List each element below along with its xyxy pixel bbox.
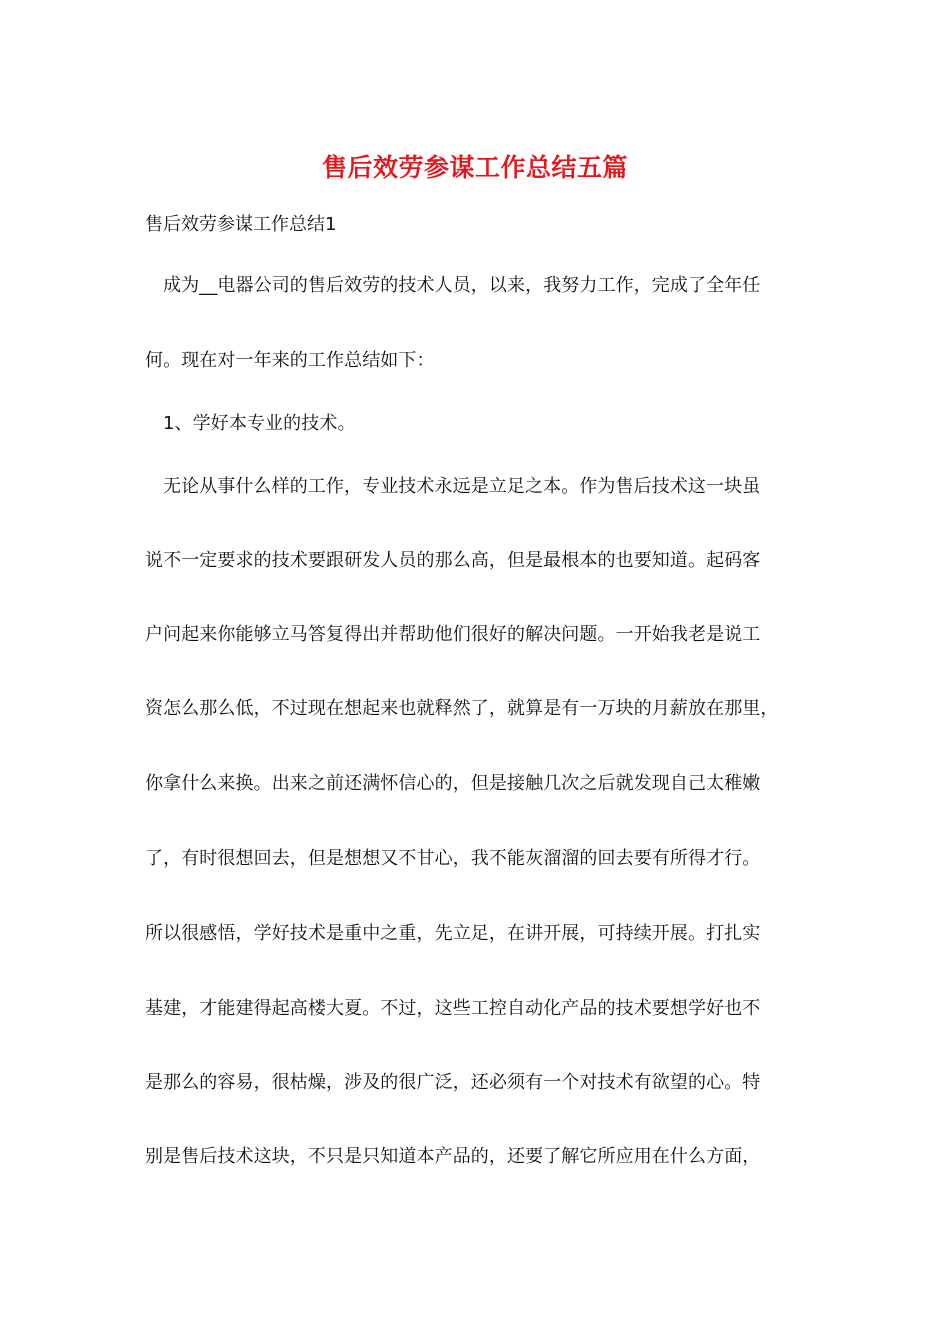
paragraph-line: 无论从事什么样的工作，专业技术永远是立足之本。作为售后技术这一块虽 [163, 476, 761, 497]
paragraph-line: 户问起来你能够立马答复得出并帮助他们很好的解决问题。一开始我老是说工 [145, 624, 761, 645]
section-heading: 售后效劳参谋工作总结1 [145, 214, 337, 235]
list-item-heading: 1、学好本专业的技术。 [163, 413, 356, 434]
paragraph-line: 了，有时很想回去，但是想想又不甘心，我不能灰溜溜的回去要有所得才行。 [145, 848, 761, 869]
paragraph-line: 资怎么那么低，不过现在想起来也就释然了，就算是有一万块的月薪放在那里， [145, 698, 779, 719]
paragraph-line: 所以很感悟，学好技术是重中之重，先立足，在讲开展，可持续开展。打扎实 [145, 923, 761, 944]
document-title: 售后效劳参谋工作总结五篇 [321, 153, 628, 182]
paragraph-line: 说不一定要求的技术要跟研发人员的那么高，但是最根本的也要知道。起码客 [145, 550, 761, 571]
paragraph-line: 何。现在对一年来的工作总结如下： [145, 350, 435, 371]
paragraph-line: 是那么的容易，很枯燥，涉及的很广泛，还必须有一个对技术有欲望的心。特 [145, 1072, 761, 1093]
paragraph-line: 别是售后技术这块，不只是只知道本产品的，还要了解它所应用在什么方面， [145, 1146, 761, 1167]
paragraph-line: 你拿什么来换。出来之前还满怀信心的，但是接触几次之后就发现自己太稚嫩 [145, 773, 761, 794]
paragraph-line: 成为__电器公司的售后效劳的技术人员，以来，我努力工作，完成了全年任 [163, 275, 761, 296]
paragraph-line: 基建，才能建得起高楼大夏。不过，这些工控自动化产品的技术要想学好也不 [145, 998, 761, 1019]
